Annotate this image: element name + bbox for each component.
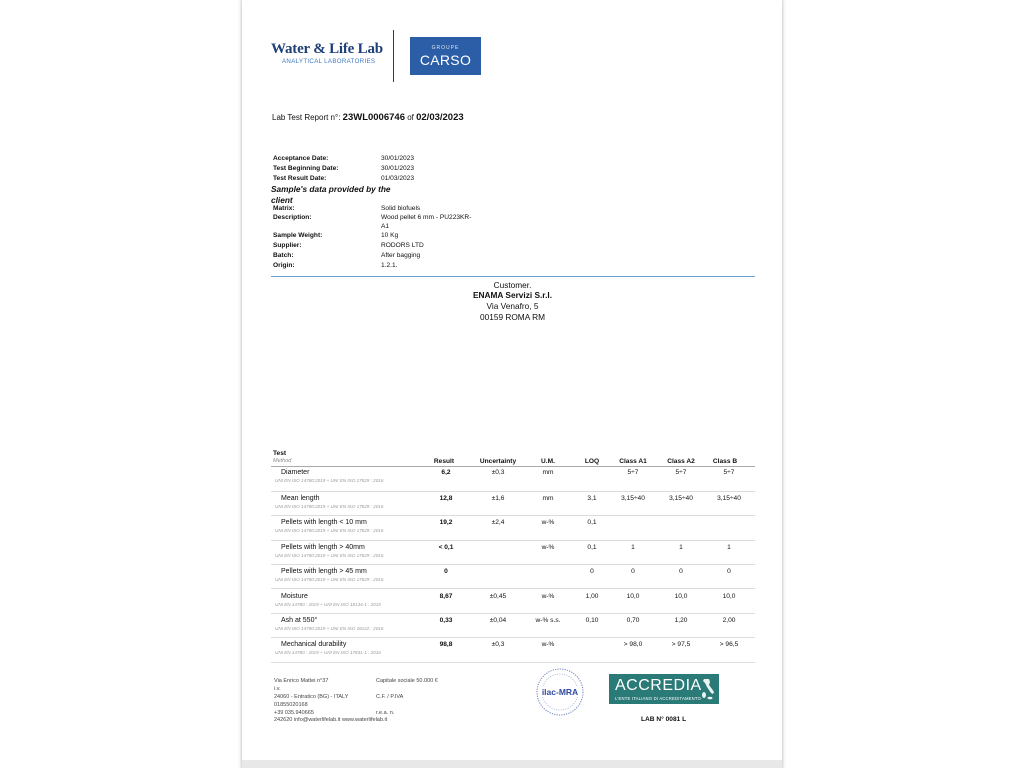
row-um: w-% s.s.	[535, 617, 561, 624]
row-class-a2: 0	[679, 568, 683, 575]
row-uncertainty: ±0,3	[491, 641, 505, 648]
row-standard: UNI EN ISO 14780:2019 + UNI EN ISO 18122 : 2016	[275, 626, 384, 631]
row-result: 0,33	[439, 617, 453, 624]
row-loq: 0,10	[585, 617, 599, 624]
row-divider	[271, 564, 755, 565]
row-result: 19,2	[439, 519, 453, 526]
footer-address: Via Enrico Mattei n°37	[274, 678, 329, 684]
row-test-name: Mean length	[281, 495, 320, 502]
header-class-a2: Class A2	[667, 458, 695, 465]
report-number: 23WL0006746	[342, 112, 405, 123]
carso-logo	[410, 37, 481, 75]
row-class-a2: 1	[679, 544, 683, 551]
footer-vat: C.F. / P.IVA	[376, 694, 404, 700]
row-um: w-%	[541, 641, 555, 648]
row-class-a1: 0,70	[626, 617, 640, 624]
acceptance-date-value: 30/01/2023	[381, 155, 415, 162]
row-divider	[271, 588, 755, 589]
row-test-name: Pellets with length > 45 mm	[281, 568, 367, 575]
ilac-mra-text: ilac-MRA	[541, 687, 579, 697]
description-value: Wood pellet 6 mm - PU223KR-	[381, 214, 472, 221]
acceptance-date-label: Acceptance Date:	[273, 155, 329, 162]
header-loq: LOQ	[584, 458, 600, 465]
row-class-b: 5÷7	[723, 469, 735, 476]
row-loq: 1,00	[585, 593, 599, 600]
ilac-mra-logo	[535, 667, 585, 717]
row-divider	[271, 662, 755, 663]
row-class-a2: > 97,5	[671, 641, 691, 648]
footer-phone: +39 035.940665	[274, 710, 314, 716]
customer-label: Customer.	[493, 280, 532, 290]
lab-number: LAB N° 0081 L	[641, 716, 687, 723]
origin-value: 1.2.1.	[381, 262, 398, 269]
client-data-heading: Sample's data provided by the	[271, 184, 391, 194]
row-um: w-%	[541, 593, 555, 600]
row-test-name: Mechanical durability	[281, 641, 347, 648]
row-um: mm	[542, 469, 554, 476]
result-date-label: Test Result Date:	[273, 175, 327, 182]
row-result: 0	[444, 568, 448, 575]
row-uncertainty: ±0,3	[491, 469, 505, 476]
row-class-a2: 10,0	[674, 593, 688, 600]
row-class-b: 10,0	[722, 593, 736, 600]
accredia-subtitle: L'ENTE ITALIANO DI ACCREDITAMENTO	[615, 696, 702, 701]
customer-city: 00159 ROMA RM	[479, 312, 546, 322]
row-result: 98,8	[439, 641, 453, 648]
row-divider	[271, 637, 755, 638]
row-test-name: Moisture	[281, 593, 308, 600]
italy-map-icon	[701, 678, 715, 700]
row-class-b: 0	[727, 568, 731, 575]
row-class-a2: 5÷7	[675, 469, 687, 476]
header-method: Method	[273, 458, 292, 464]
row-uncertainty: ±1,6	[491, 495, 505, 502]
row-standard: UNI EN ISO 14780:2019 + UNI EN ISO 17829 : 2016	[275, 553, 384, 558]
batch-value: After bagging	[381, 252, 421, 259]
row-class-a1: 3,15÷40	[621, 495, 645, 502]
row-uncertainty: ±0,45	[489, 593, 507, 600]
row-class-a1: 1	[631, 544, 635, 551]
row-class-b: 3,15÷40	[717, 495, 741, 502]
header-test: Test	[273, 450, 287, 457]
table-header-line	[271, 466, 755, 467]
row-test-name: Pellets with length > 40mm	[281, 544, 365, 551]
header-um: U.M.	[541, 458, 555, 465]
row-class-b: > 96,5	[719, 641, 739, 648]
report-date: 02/03/2023	[416, 112, 464, 123]
row-class-a2: 3,15÷40	[669, 495, 693, 502]
header-class-b: Class B	[712, 458, 738, 465]
row-loq: 0,1	[587, 544, 597, 551]
water-life-lab-subtitle: ANALYTICAL LABORATORIES	[282, 58, 376, 65]
row-class-a2: 1,20	[674, 617, 688, 624]
footer-iv: i.v.	[274, 686, 281, 692]
footer-capital: Capitale sociale 50.000 €	[376, 678, 438, 684]
result-date-value: 01/03/2023	[381, 175, 415, 182]
row-test-name: Diameter	[281, 469, 310, 476]
customer-name: ENAMA Servizi S.r.l.	[473, 290, 552, 300]
water-life-lab-logo: Water & Life Lab	[271, 41, 383, 57]
footer-contacts: 242620 info@waterlifelab.it www.waterlifelab.it	[274, 717, 388, 723]
row-result: 8,67	[439, 593, 453, 600]
header-uncertainty: Uncertainty	[479, 458, 517, 465]
row-test-name: Ash at 550°	[281, 617, 318, 624]
row-loq: 3,1	[587, 495, 597, 502]
origin-label: Origin:	[273, 262, 295, 269]
carso-logo-main: CARSO	[419, 52, 472, 68]
row-class-b: 1	[727, 544, 731, 551]
row-class-b: 2,00	[722, 617, 736, 624]
customer-street: Via Venafro, 5	[486, 301, 539, 311]
row-um: w-%	[541, 544, 555, 551]
row-standard: UNI EN ISO 14780:2019 + UNI EN ISO 17829 : 2016	[275, 528, 384, 533]
matrix-label: Matrix:	[273, 205, 295, 212]
supplier-value: RODORS LTD	[381, 242, 424, 249]
weight-label: Sample Weight:	[273, 232, 323, 239]
row-class-a1: 5÷7	[627, 469, 639, 476]
report-prefix: Lab Test Report n°:	[272, 113, 343, 122]
header-class-a1: Class A1	[619, 458, 647, 465]
carso-logo-small: GROUPE	[431, 45, 460, 51]
row-test-name: Pellets with length < 10 mm	[281, 519, 367, 526]
row-um: w-%	[541, 519, 555, 526]
row-class-a1: 0	[631, 568, 635, 575]
report-of: of	[404, 113, 417, 122]
header-result: Result	[433, 458, 455, 465]
row-uncertainty: ±0,04	[489, 617, 507, 624]
row-divider	[271, 540, 755, 541]
row-standard: UNI EN 14780 : 2019 + UNI EN ISO 17831-1 : 2016	[275, 650, 381, 655]
footer-rea: r.e.a. n.	[376, 710, 395, 716]
accredia-name: ACCREDIA	[615, 677, 702, 694]
logo-divider	[393, 30, 394, 82]
row-class-a1: 10,0	[626, 593, 640, 600]
row-standard: UNI EN 14780 : 2019 + UNI EN ISO 18134-1 : 2015	[275, 602, 381, 607]
beginning-date-value: 30/01/2023	[381, 165, 415, 172]
page-bottom-edge	[242, 760, 782, 768]
report-title	[272, 112, 464, 123]
accredia-logo	[609, 674, 719, 704]
row-loq: 0	[590, 568, 594, 575]
row-uncertainty: ±2,4	[491, 519, 505, 526]
client-data-heading-2: client	[271, 195, 293, 205]
row-um: mm	[542, 495, 554, 502]
row-divider	[271, 515, 755, 516]
row-divider	[271, 613, 755, 614]
row-loq: 0,1	[587, 519, 597, 526]
beginning-date-label: Test Beginning Date:	[273, 165, 339, 172]
row-divider	[271, 491, 755, 492]
batch-label: Batch:	[273, 252, 294, 259]
footer-city: 24060 - Entratico (BG) - ITALY	[274, 694, 349, 700]
row-result: 12,8	[439, 495, 453, 502]
weight-value: 10 Kg	[381, 232, 399, 239]
row-standard: UNI EN ISO 14780:2019 + UNI EN ISO 17829 : 2016	[275, 577, 384, 582]
row-class-a1: > 98,0	[623, 641, 643, 648]
supplier-label: Supplier:	[273, 242, 302, 249]
description-label: Description:	[273, 214, 312, 221]
section-divider	[271, 276, 755, 277]
row-result: < 0,1	[438, 544, 454, 551]
row-result: 6,2	[441, 469, 451, 476]
row-standard: UNI EN ISO 14780:2019 + UNI EN ISO 17829 : 2016	[275, 478, 384, 483]
row-standard: UNI EN ISO 14780:2019 + UNI EN ISO 17829 : 2016	[275, 504, 384, 509]
description-value-cont: A1	[381, 223, 390, 230]
footer-code: 01855020168	[274, 702, 308, 708]
matrix-value: Solid biofuels	[381, 205, 421, 212]
